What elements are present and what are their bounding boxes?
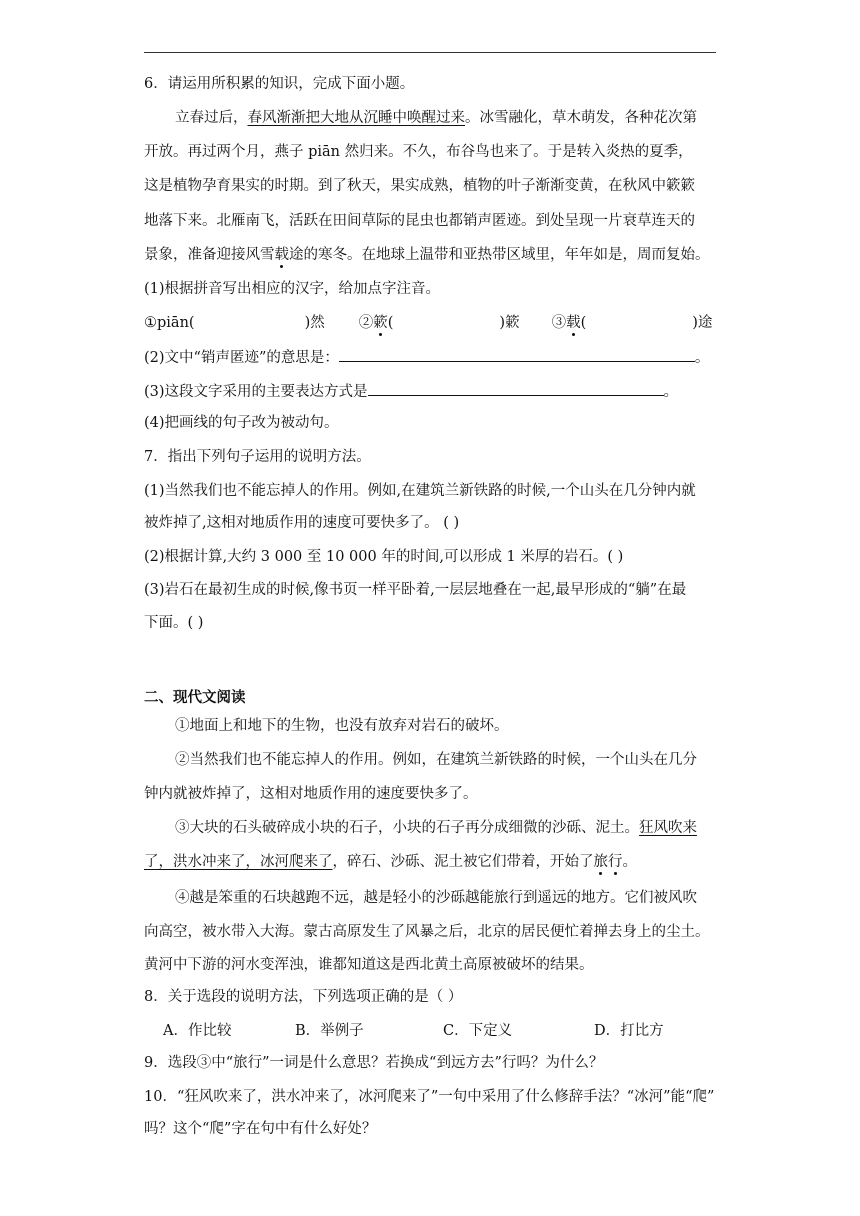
item3-open: ( — [580, 315, 587, 331]
q6-passage-line-5 — [144, 245, 710, 265]
q6-sub2 — [144, 347, 709, 368]
q8-option-a[interactable]: A．作比较 — [163, 1023, 232, 1039]
q8-option-c[interactable]: C．下定义 — [443, 1023, 513, 1039]
q6-sub1-items — [144, 313, 712, 333]
q6-p5-start: 景象，准备迎接风雪 — [144, 247, 275, 263]
q6-sub3-text: (3)这段文字采用的主要表达方式是 — [144, 384, 368, 400]
q6-passage-line-1 — [175, 108, 697, 128]
item1-label: ①piān( — [144, 315, 195, 331]
p3-underlined-start: 狂风吹来 — [639, 820, 697, 836]
q6-p1-end: 。冰雪融化，草木萌发，各种花次第 — [465, 110, 697, 126]
item3-label: ③ — [551, 315, 567, 331]
q6-sub4: (4)把画线的句子改为被动句。 — [144, 415, 339, 431]
item2-dotted-char: 簌 — [373, 315, 388, 331]
q9-title: 9．选段③中“旅行”一词是什么意思？若换成“到远方去”行吗？为什么？ — [144, 1055, 604, 1071]
q7-s2: (2)根据计算,大约 3 000 至 10 000 年的时间,可以形成 1 米厚的岩石。( ) — [144, 549, 624, 565]
p3-start: ③大块的石头破碎成小块的石子，小块的石子再分成细微的沙砾、泥土。 — [175, 820, 639, 836]
passage-p1: ①地面上和地下的生物，也没有放弃对岩石的破坏。 — [175, 718, 509, 734]
q6-passage-line-3: 这是植物孕育果实的时期。到了秋天，果实成熟，植物的叶子渐渐变黄，在秋风中簌簌 — [144, 178, 695, 194]
q6-title: 6．请运用所积累的知识，完成下面小题。 — [144, 76, 415, 92]
passage-p3-line2 — [144, 852, 637, 872]
q6-p5-end: 途的寒冬。在地球上温带和亚热带区域里，年年如是，周而复始。 — [289, 247, 710, 263]
underlined-sentence: 春风渐渐把大地从沉睡中唤醒过来 — [247, 110, 465, 126]
q8-option-b[interactable]: B．举例子 — [295, 1023, 364, 1039]
item2-end: )簌 — [499, 315, 520, 331]
dotted-char-lv: 旅 — [593, 854, 608, 870]
q6-sub3-answer-blank[interactable] — [368, 381, 664, 396]
q6-passage-line-2: 开放。再过两个月，燕子 piān 然归来。不久，布谷鸟也来了。于是转入炎热的夏季， — [144, 144, 693, 160]
q8-title: 8．关于选段的说明方法，下列选项正确的是（ ） — [144, 989, 463, 1005]
q7-s3-line1: (3)岩石在最初生成的时候,像书页一样平卧着,一层层地叠在一起,最早形成的“躺”在最 — [144, 582, 687, 598]
item2-label: ② — [358, 315, 374, 331]
q6-p1-start: 立春过后， — [175, 110, 248, 126]
q7-s1-line1: (1)当然我们也不能忘掉人的作用。例如,在建筑兰新铁路的时候,一个山头在几分钟内就 — [144, 483, 696, 499]
q7-s1-line2: 被炸掉了,这相对地质作用的速度可要快多了。 ( ) — [144, 515, 460, 531]
p3-end: 。 — [622, 854, 637, 870]
p3-mid: ，碎石、沙砾、泥土被它们带着，开始了 — [332, 854, 594, 870]
header-rule — [144, 52, 716, 53]
passage-p4-line3: 黄河中下游的河水变浑浊，谁都知道这是西北黄土高原被破坏的结果。 — [144, 957, 594, 973]
passage-p4-line1: ④越是笨重的石块越跑不远，越是轻小的沙砾越能旅行到遥远的地方。它们被风吹 — [175, 890, 697, 906]
q6-sub3-end: 。 — [663, 384, 679, 400]
q7-title: 7．指出下列句子运用的说明方法。 — [144, 449, 371, 465]
q8-option-d[interactable]: D．打比方 — [594, 1023, 664, 1039]
q10-line2: 吗？这个“爬”字在句中有什么好处？ — [144, 1121, 377, 1137]
passage-p2-line2: 钟内就被炸掉了，这相对地质作用的速度要快多了。 — [144, 786, 478, 802]
q7-s3-line2: 下面。( ) — [144, 615, 204, 631]
item3-end: )途 — [692, 315, 713, 331]
q6-sub3 — [144, 381, 678, 402]
q8-options — [163, 1021, 664, 1041]
q6-sub2-end: 。 — [694, 350, 710, 366]
item2-open: ( — [387, 315, 394, 331]
passage-p2-line1: ②当然我们也不能忘掉人的作用。例如，在建筑兰新铁路的时候，一个山头在几分 — [175, 752, 697, 768]
q6-sub2-text: (2)文中“销声匿迹”的意思是： — [144, 350, 339, 366]
passage-p3-line1 — [175, 818, 697, 838]
q10-line1: 10．“狂风吹来了，洪水冲来了，冰河爬来了”一句中采用了什么修辞手法？“冰河”能“爬” — [144, 1089, 715, 1105]
dotted-char-zai: 载 — [274, 247, 289, 263]
q6-sub2-answer-blank[interactable] — [339, 347, 695, 362]
section-heading: 二、现代文阅读 — [144, 689, 246, 706]
q6-sub1: (1)根据拼音写出相应的汉字，给加点字注音。 — [144, 281, 441, 297]
item1-end: )然 — [304, 315, 325, 331]
passage-p4-line2: 向高空，被水带入大海。蒙古高原发生了风暴之后，北京的居民便忙着掸去身上的尘土。 — [144, 924, 710, 940]
q6-passage-line-4: 地落下来。北雁南飞，活跃在田间草际的昆虫也都销声匿迹。到处呈现一片衰草连天的 — [144, 213, 695, 229]
item3-dotted-char: 载 — [566, 315, 581, 331]
dotted-char-xing: 行 — [608, 854, 623, 870]
p3-underlined-end: 了，洪水冲来了，冰河爬来了 — [144, 854, 333, 870]
